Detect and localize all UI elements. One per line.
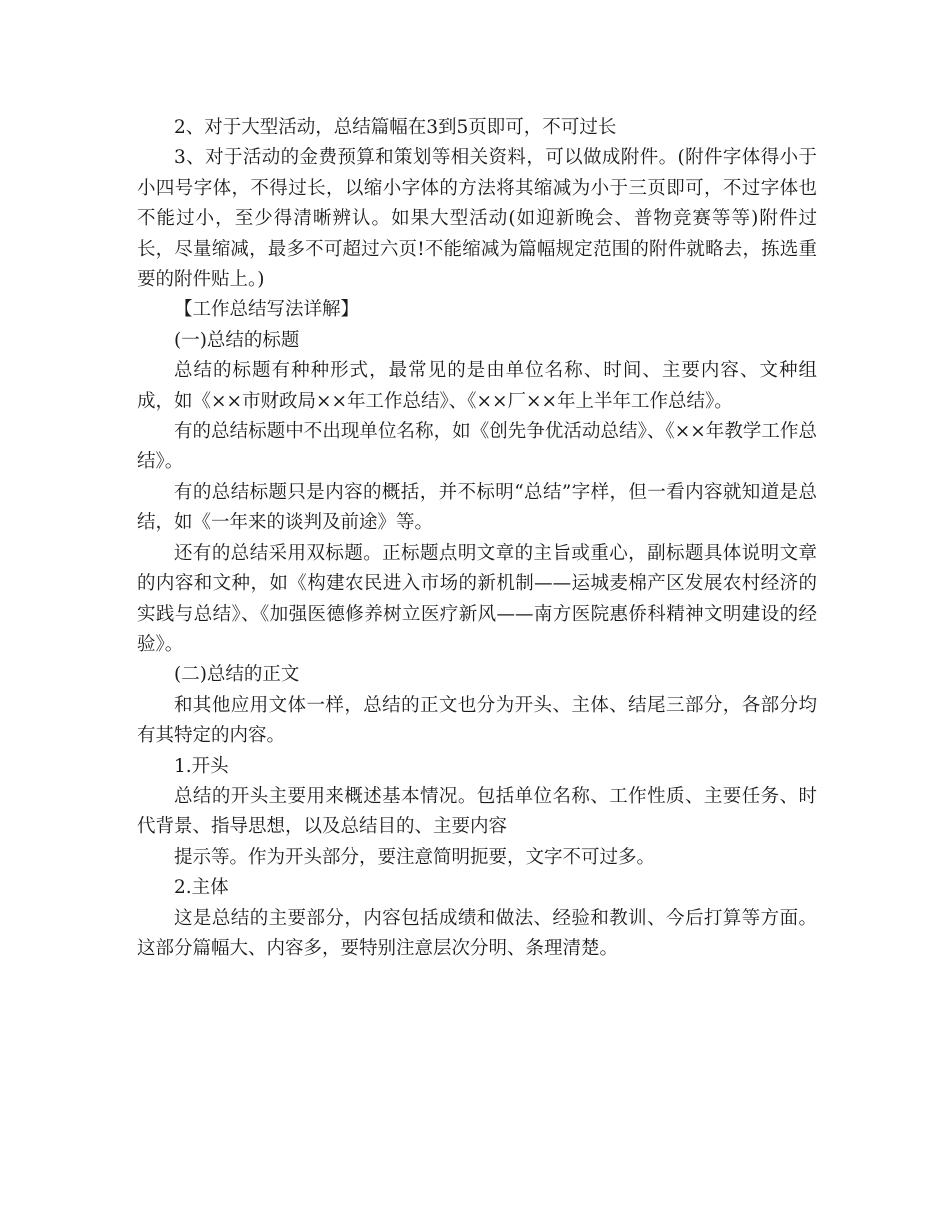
- section-heading-writing-guide: 【工作总结写法详解】: [174, 299, 360, 321]
- paragraph-main-body-content: 这是总结的主要部分，内容包括成绩和做法、经验和教训、今后打算等方面。这部分篇幅大、内容多，要特别注意层次分明、条理清楚。: [137, 907, 817, 959]
- paragraph-opening-content: 总结的开头主要用来概述基本情况。包括单位名称、工作性质、主要任务、时代背景、指导思想，以及总结目的、主要内容: [137, 785, 817, 838]
- subheading-body: (二)总结的正文: [174, 664, 300, 686]
- paragraph-attachments: 3、对于活动的金费预算和策划等相关资料，可以做成附件。(附件字体得小于小四号字体，不得过长，以缩小字体的方法将其缩减为小于三页即可，不过字体也不能过小，至少得清晰辨认。如果大型活动(如迎新晚会、普物竞赛等等)附件过长，尽量缩减，最多不可超过六页!不能缩减为篇幅规定范围的附件就略去，拣选重要的附件贴上。): [137, 147, 817, 291]
- subheading-main-body: 2.主体: [174, 877, 229, 899]
- paragraph-title-forms: 总结的标题有种种形式，最常见的是由单位名称、时间、主要内容、文种组成，如《××市财政局××年工作总结》、《××厂××年上半年工作总结》。: [137, 360, 817, 412]
- paragraph-opening-tips: 提示等。作为开头部分，要注意简明扼要，文字不可过多。: [174, 846, 656, 868]
- paragraph-double-title: 还有的总结采用双标题。正标题点明文章的主旨或重心，副标题具体说明文章的内容和文种，如《构建农民进入市场的新机制——运城麦棉产区发展农村经济的实践与总结》、《加强医德修养树立医疗新风——南方医院惠侨科精神文明建设的经验》。: [137, 542, 817, 655]
- paragraph-title-summary-only: 有的总结标题只是内容的概括，并不标明“总结”字样，但一看内容就知道是总结，如《一年来的谈判及前途》等。: [137, 481, 817, 534]
- subheading-opening: 1.开头: [174, 755, 229, 777]
- subheading-title: (一)总结的标题: [174, 329, 300, 351]
- paragraph-title-no-unit: 有的总结标题中不出现单位名称，如《创先争优活动总结》、《××年教学工作总结》。: [137, 421, 817, 473]
- paragraph-large-event-length: 2、对于大型活动，总结篇幅在3到5页即可，不可过长: [174, 117, 617, 138]
- paragraph-body-structure: 和其他应用文体一样，总结的正文也分为开头、主体、结尾三部分，各部分均有其特定的内容。: [137, 694, 817, 747]
- document-body: [137, 113, 817, 964]
